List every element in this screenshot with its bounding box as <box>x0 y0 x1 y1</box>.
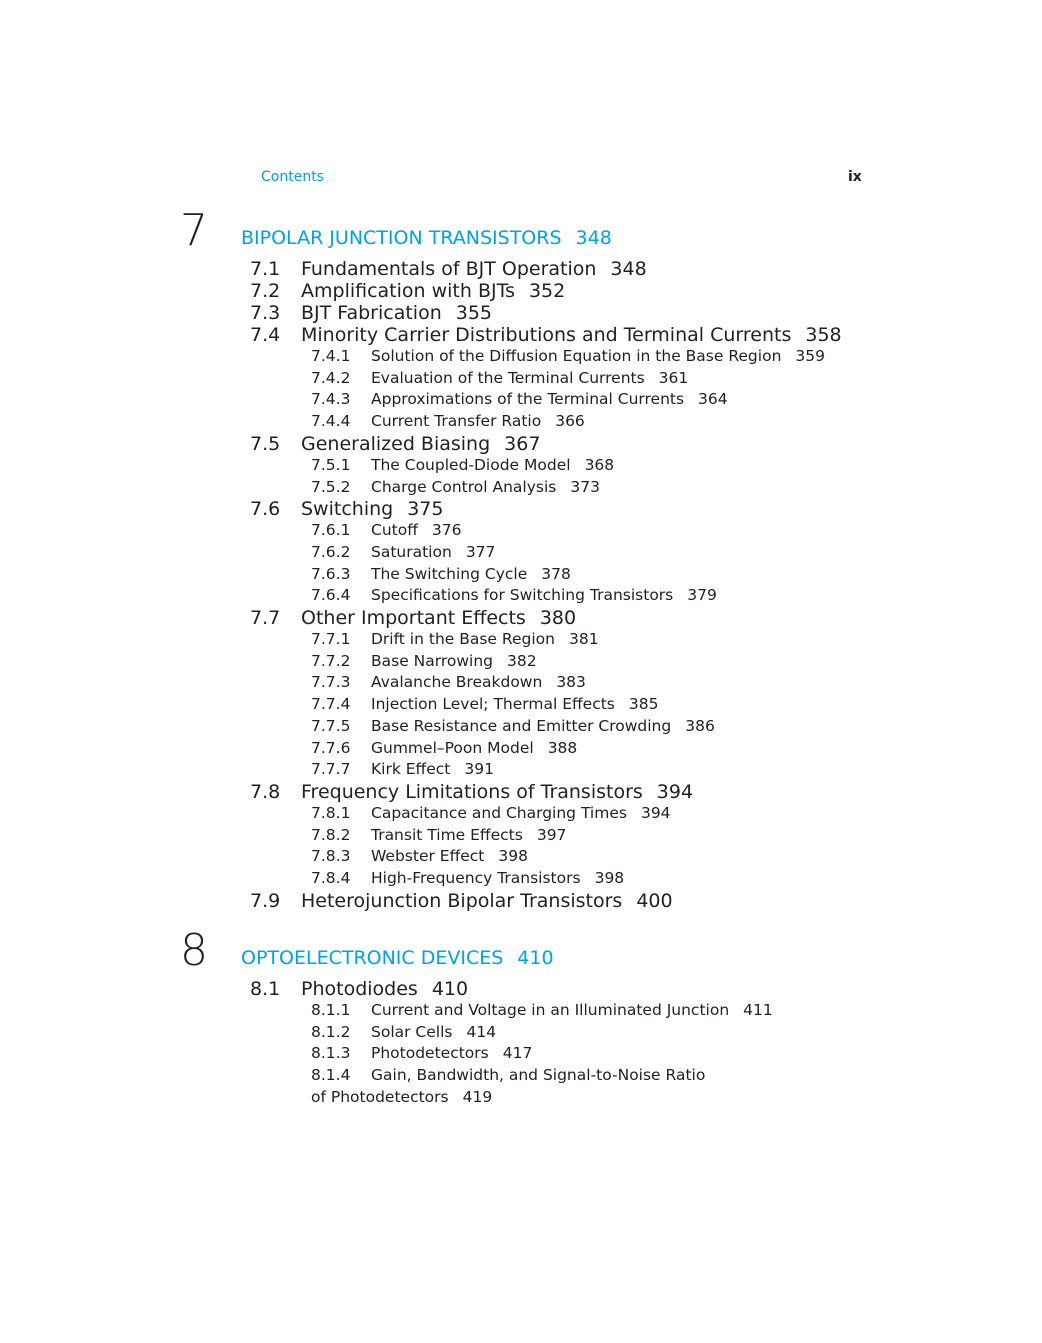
toc-subsection-number: 7.5.2 <box>311 477 351 496</box>
toc-subsection-page: 394 <box>640 803 671 822</box>
toc-subsection-number: 7.7.3 <box>311 673 351 692</box>
toc-section-page: 380 <box>539 607 577 629</box>
toc-subsection-number: 7.6.2 <box>311 542 351 561</box>
toc-subsection-page: 359 <box>795 347 825 365</box>
toc-subsection-page: 378 <box>541 564 571 583</box>
toc-subsection-number: 7.8.4 <box>311 869 351 887</box>
toc-subsection-page: 373 <box>570 477 600 496</box>
toc-subsection-page: 377 <box>465 542 496 561</box>
toc-subsection-page: 364 <box>698 390 728 409</box>
toc-subsection-number: 8.1.4 <box>311 1066 351 1085</box>
toc-section <box>250 607 576 629</box>
toc-subsection <box>311 739 577 757</box>
toc-subsection-page: 368 <box>584 455 615 474</box>
toc-section <box>250 890 673 912</box>
toc-section-number: 7.8 <box>250 780 281 803</box>
toc-subsection-number: 8.1.1 <box>311 1001 351 1019</box>
toc-subsection <box>311 826 566 844</box>
toc-subsection-title: Charge Control Analysis <box>371 477 557 496</box>
toc-section <box>250 258 647 280</box>
running-head: Contents <box>261 169 324 185</box>
page-number: ix <box>848 169 862 185</box>
toc-section-page: 355 <box>455 302 493 324</box>
toc-section <box>250 302 492 324</box>
toc-subsection <box>311 760 494 778</box>
toc-subsection-title: Transit Time Effects <box>371 825 523 844</box>
toc-subsection-title: Specifications for Switching Transistors <box>371 586 674 605</box>
toc-subsection <box>311 586 717 604</box>
toc-section-number: 7.9 <box>250 889 281 912</box>
toc-subsection-page: 414 <box>466 1022 497 1041</box>
toc-subsection-page: 391 <box>464 760 494 779</box>
toc-section-page: 348 <box>610 258 647 280</box>
toc-subsection <box>311 412 585 430</box>
toc-subsection <box>311 695 658 713</box>
toc-subsection-continuation <box>311 1088 492 1106</box>
toc-section-number: 7.5 <box>250 432 281 455</box>
toc-subsection-page: 398 <box>498 847 528 866</box>
toc-subsection-title: The Coupled-Diode Model <box>371 455 571 474</box>
toc-subsection-continuation-page: 419 <box>462 1087 493 1106</box>
toc-subsection-title: Gain, Bandwidth, and Signal-to-Noise Ratio <box>371 1066 706 1085</box>
toc-section-number: 7.6 <box>250 498 281 521</box>
toc-section-number: 7.3 <box>250 302 281 324</box>
toc-subsection-title: Kirk Effect <box>371 760 451 779</box>
toc-subsection-page: 361 <box>658 368 689 387</box>
toc-subsection-number: 7.7.6 <box>311 738 351 757</box>
toc-subsection-number: 7.4.4 <box>311 412 351 431</box>
toc-subsection <box>311 652 537 670</box>
toc-section-title: Generalized Biasing <box>301 432 491 455</box>
toc-subsection <box>311 847 528 865</box>
chapter-title-page: 410 <box>517 947 554 969</box>
chapter-title <box>241 227 612 249</box>
toc-subsection <box>311 717 715 735</box>
toc-subsection-continuation-title: of Photodetectors <box>311 1087 449 1106</box>
toc-subsection-page: 386 <box>685 716 715 735</box>
toc-subsection-title: The Switching Cycle <box>371 564 528 583</box>
toc-section <box>250 324 842 346</box>
toc-subsection-title: Current Transfer Ratio <box>371 412 542 431</box>
toc-subsection-number: 7.4.3 <box>311 390 351 409</box>
toc-subsection-title: Cutoff <box>371 521 418 540</box>
toc-subsection <box>311 869 624 887</box>
toc-subsection-title: Photodetectors <box>371 1044 489 1063</box>
toc-subsection <box>311 565 571 583</box>
toc-subsection <box>311 390 728 408</box>
toc-section-number: 8.1 <box>250 978 281 1000</box>
toc-subsection-title: High-Frequency Transistors <box>371 869 581 887</box>
toc-subsection <box>311 1044 532 1062</box>
chapter-title-page: 348 <box>575 227 612 249</box>
toc-subsection-number: 7.4.1 <box>311 347 351 365</box>
toc-subsection-page: 366 <box>555 412 585 431</box>
toc-subsection-number: 7.7.4 <box>311 695 351 714</box>
toc-subsection-page: 376 <box>431 521 462 540</box>
toc-subsection-number: 7.6.1 <box>311 521 351 540</box>
toc-section-title: Frequency Limitations of Transistors <box>301 780 643 803</box>
toc-subsection-title: Webster Effect <box>371 847 485 866</box>
toc-subsection <box>311 369 688 387</box>
toc-section <box>250 781 693 803</box>
toc-subsection-page: 417 <box>502 1044 533 1063</box>
toc-subsection <box>311 1066 705 1084</box>
chapter-number: 8 <box>180 925 208 976</box>
toc-section-page: 394 <box>656 780 694 803</box>
toc-section-title: Other Important Effects <box>301 607 526 629</box>
toc-section-title: Amplification with BJTs <box>301 280 515 302</box>
toc-subsection-page: 411 <box>743 1001 773 1019</box>
toc-subsection <box>311 1023 496 1041</box>
toc-subsection-title: Saturation <box>371 542 452 561</box>
toc-subsection-page: 379 <box>687 586 717 605</box>
toc-subsection-title: Avalanche Breakdown <box>371 673 543 692</box>
toc-section-page: 410 <box>431 978 469 1000</box>
toc-subsection <box>311 347 825 365</box>
toc-subsection-number: 7.4.2 <box>311 368 351 387</box>
toc-subsection-number: 8.1.2 <box>311 1022 351 1041</box>
toc-subsection-page: 385 <box>628 695 659 714</box>
toc-subsection-title: Drift in the Base Region <box>371 630 555 648</box>
toc-subsection <box>311 1001 773 1019</box>
toc-subsection-title: Base Resistance and Emitter Crowding <box>371 716 672 735</box>
toc-subsection-page: 388 <box>547 738 578 757</box>
toc-subsection <box>311 521 461 539</box>
toc-section <box>250 498 443 520</box>
chapter-title-text: BIPOLAR JUNCTION TRANSISTORS <box>241 227 562 249</box>
toc-subsection <box>311 543 495 561</box>
toc-subsection <box>311 804 671 822</box>
toc-subsection <box>311 630 599 648</box>
toc-subsection <box>311 478 600 496</box>
toc-section-number: 7.2 <box>250 280 281 302</box>
toc-section-page: 352 <box>528 280 566 302</box>
toc-subsection-number: 7.8.1 <box>311 803 351 822</box>
toc-subsection-page: 383 <box>556 673 586 692</box>
toc-subsection-title: Capacitance and Charging Times <box>371 803 627 822</box>
toc-subsection-title: Evaluation of the Terminal Currents <box>371 368 645 387</box>
toc-subsection-number: 7.8.2 <box>311 825 351 844</box>
toc-subsection-title: Current and Voltage in an Illuminated Junction <box>371 1001 730 1019</box>
toc-section-title: Minority Carrier Distributions and Terminal Currents <box>301 324 792 346</box>
toc-subsection-page: 382 <box>507 651 537 670</box>
toc-section-page: 367 <box>504 432 541 455</box>
toc-subsection-number: 7.7.1 <box>311 630 351 648</box>
toc-subsection-page: 398 <box>594 869 625 887</box>
toc-section-title: Heterojunction Bipolar Transistors <box>301 889 623 912</box>
toc-section-page: 358 <box>805 324 842 346</box>
toc-section-page: 375 <box>407 498 444 521</box>
chapter-number: 7 <box>180 205 208 256</box>
toc-subsection-title: Base Narrowing <box>371 651 494 670</box>
toc-subsection-title: Injection Level; Thermal Effects <box>371 695 615 714</box>
chapter-title <box>241 947 554 969</box>
toc-subsection-page: 397 <box>536 825 567 844</box>
toc-subsection-number: 7.7.7 <box>311 760 351 779</box>
toc-subsection-number: 7.6.4 <box>311 586 351 605</box>
toc-section-title: Photodiodes <box>301 978 418 1000</box>
toc-section <box>250 978 468 1000</box>
toc-section <box>250 280 565 302</box>
chapter-title-text: OPTOELECTRONIC DEVICES <box>241 947 504 969</box>
toc-subsection-number: 7.5.1 <box>311 455 351 474</box>
toc-subsection-number: 7.6.3 <box>311 564 351 583</box>
toc-subsection-title: Gummel–Poon Model <box>371 738 534 757</box>
toc-subsection-number: 7.8.3 <box>311 847 351 866</box>
toc-subsection-page: 381 <box>568 630 599 648</box>
toc-subsection-title: Solution of the Diffusion Equation in the Base Region <box>371 347 782 365</box>
toc-section-title: BJT Fabrication <box>301 302 442 324</box>
toc-section-number: 7.7 <box>250 607 281 629</box>
toc-section <box>250 433 540 455</box>
toc-section-title: Switching <box>301 498 394 521</box>
toc-section-number: 7.4 <box>250 324 281 346</box>
toc-section-title: Fundamentals of BJT Operation <box>301 258 597 280</box>
toc-subsection-number: 7.7.5 <box>311 716 351 735</box>
toc-subsection-title: Approximations of the Terminal Currents <box>371 390 685 409</box>
toc-subsection-title: Solar Cells <box>371 1022 453 1041</box>
toc-subsection <box>311 673 586 691</box>
toc-subsection-number: 7.7.2 <box>311 651 351 670</box>
toc-subsection-number: 8.1.3 <box>311 1044 351 1063</box>
toc-section-page: 400 <box>636 889 673 912</box>
toc-subsection <box>311 456 614 474</box>
toc-section-number: 7.1 <box>250 258 281 280</box>
